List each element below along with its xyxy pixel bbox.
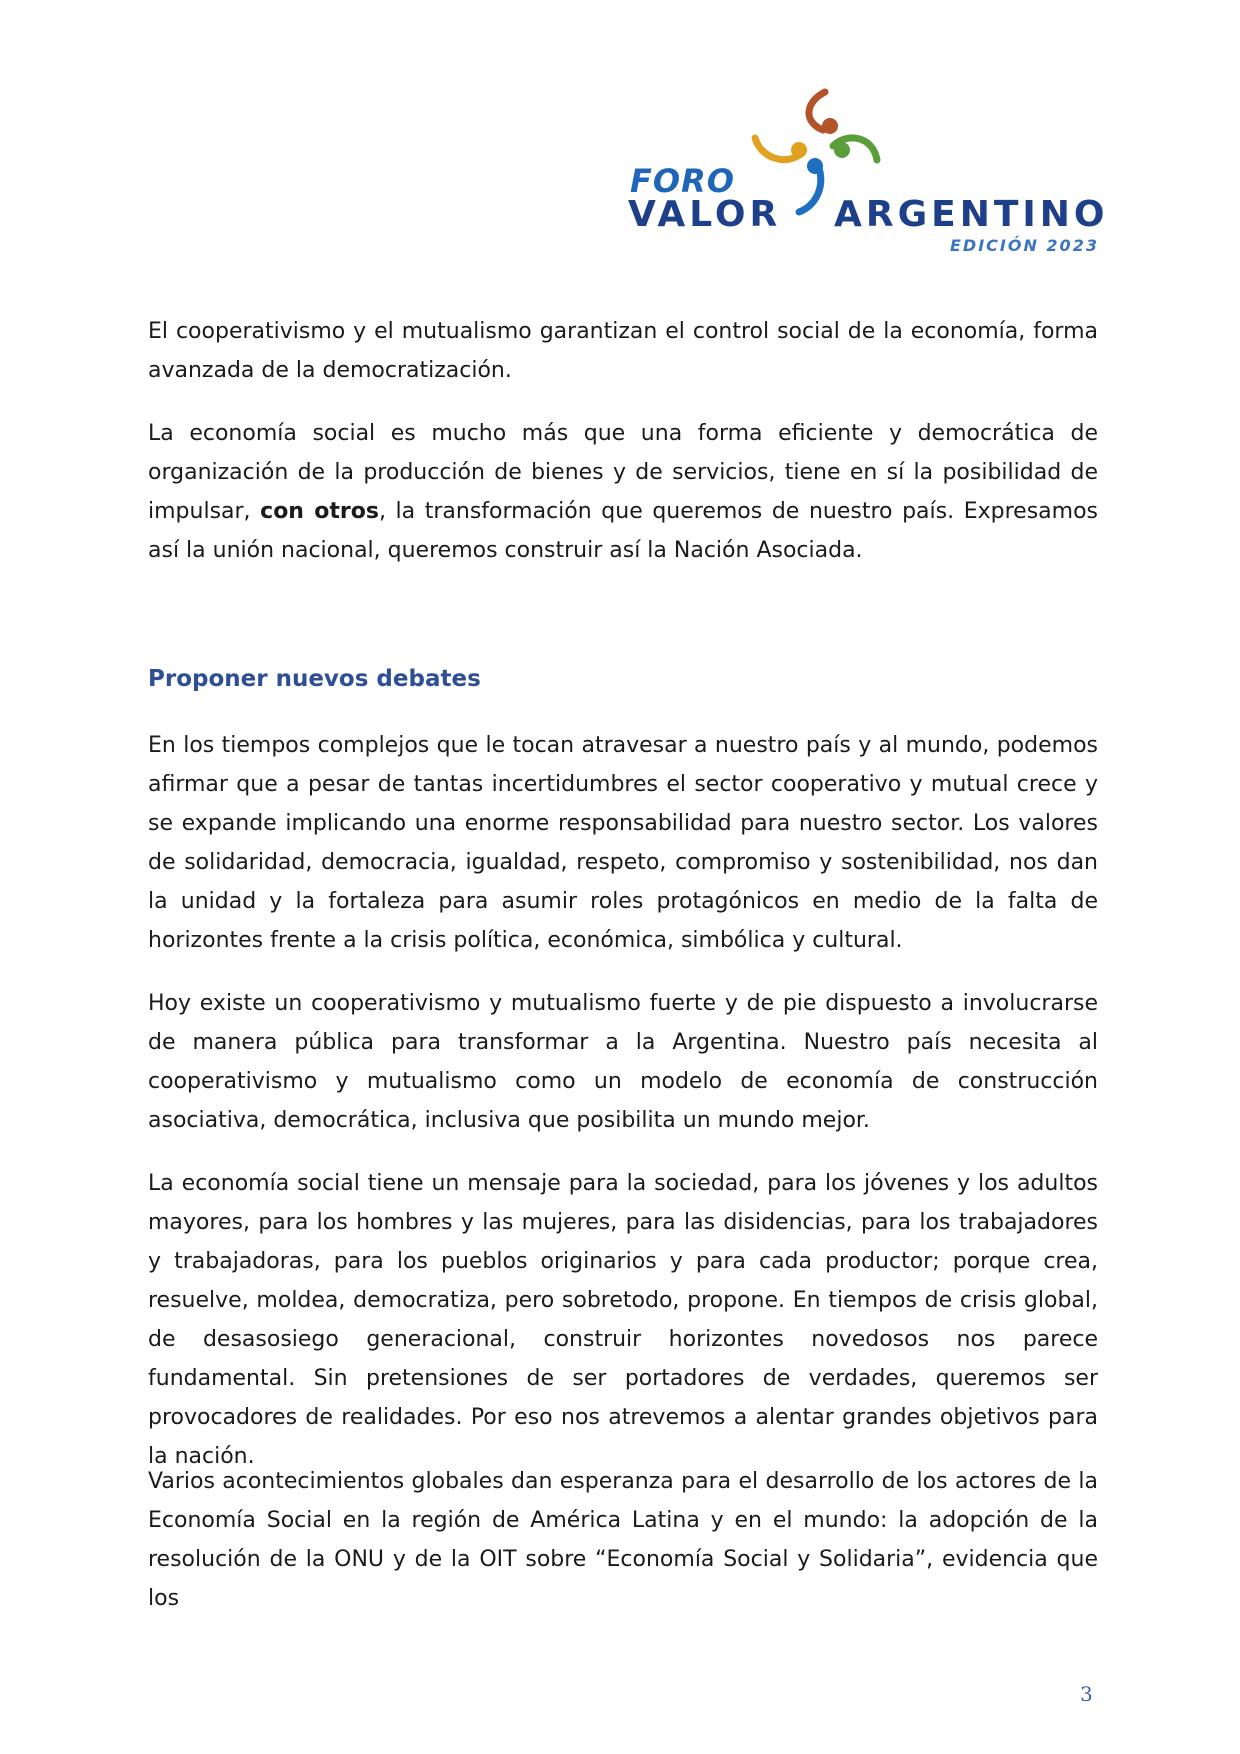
foro-valor-argentino-logo (620, 88, 1109, 258)
paragraph-2-bold: con otros (260, 499, 379, 524)
paragraph-3: En los tiempos complejos que le tocan atravesar a nuestro país y al mundo, podemos afirmar que a pesar de tantas incertidumbres el sector cooperativo y mutual crece y se expande implicando una enorme responsabilidad para nuestro sector. Los valores de solidaridad, democracia, igualdad, respeto, compromiso y sostenibilidad, nos dan la unidad y la fortaleza para asumir roles protagónicos en medio de la falta de horizontes frente a la crisis política, económica, simbólica y cultural. (148, 733, 1098, 953)
paragraph-1: El cooperativismo y el mutualismo garantizan el control social de la economía, forma avanzada de la democratización. (148, 319, 1098, 383)
paragraph-2-part-1: La economía social es mucho más que una forma eficiente y democrática de organización de la producción de bienes y de servicios, tiene en sí la posibilidad de impulsar, (148, 421, 1098, 524)
paragraph-2 (148, 414, 1098, 570)
logo-foro-text: FORO (630, 162, 735, 200)
logo-edition-text: EDICIÓN 2023 (950, 236, 1099, 255)
page-number: 3 (1080, 1682, 1093, 1706)
logo-valor-text: VALOR (628, 194, 782, 235)
section-heading: Proponer nuevos debates (148, 666, 481, 692)
paragraph-2-part-2: , la transformación que queremos de nuestro país. Expresamos así la unión nacional, queremos construir así la Nación Asociada. (148, 499, 1098, 563)
paragraph-5: La economía social tiene un mensaje para la sociedad, para los jóvenes y los adultos mayores, para los hombres y las mujeres, para las disidencias, para los trabajadores y trabajadoras, para los pueblos originarios y para cada productor; porque crea, resuelve, moldea, democratiza, pero sobretodo, propone. En tiempos de crisis global, de desasosiego generacional, construir horizontes novedosos nos parece fundamental. Sin pretensiones de ser portadores de verdades, queremos ser provocadores de realidades. Por eso nos atrevemos a alentar grandes objetivos para la nación. (148, 1171, 1098, 1469)
paragraph-6: Varios acontecimientos globales dan esperanza para el desarrollo de los actores de la Economía Social en la región de América Latina y en el mundo: la adopción de la resolución de la ONU y de la OIT sobre “Economía Social y Solidaria”, evidencia que los (148, 1469, 1098, 1611)
logo-argentino-text: ARGENTINO (834, 194, 1109, 235)
paragraph-4: Hoy existe un cooperativismo y mutualismo fuerte y de pie dispuesto a involucrarse de manera pública para transformar a la Argentina. Nuestro país necesita al cooperativismo y mutualismo como un modelo de economía de construcción asociativa, democrática, inclusiva que posibilita un mundo mejor. (148, 991, 1098, 1133)
